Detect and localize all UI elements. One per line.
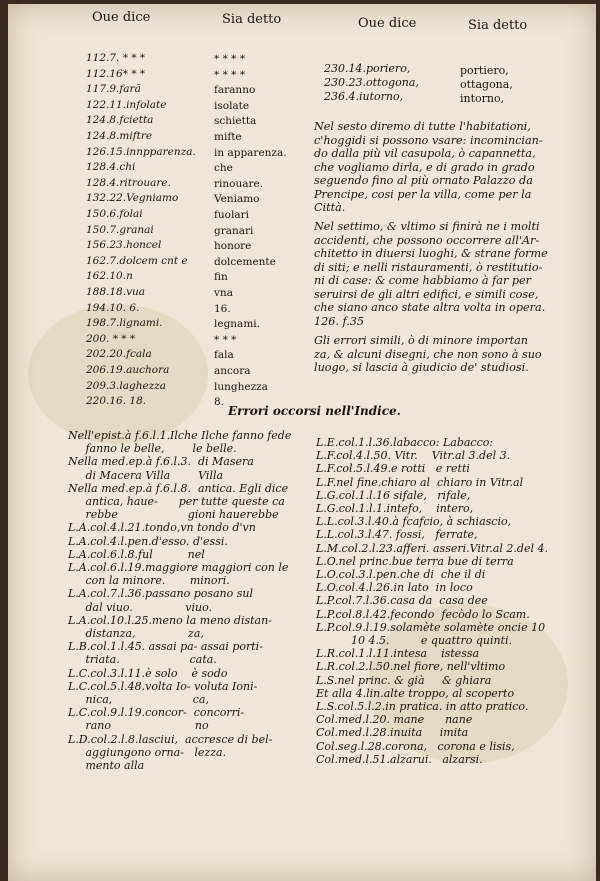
index-errata-entry: mento alla xyxy=(68,759,145,773)
errata-oue-dice: 128.4.ritrouare. xyxy=(86,176,171,189)
paragraph-line: luogo, si lascia à giudicio de' studiosi. xyxy=(314,361,529,374)
errata-sia-detto: legnami. xyxy=(214,318,260,331)
paragraph-line: za, & alcuni disegni, che non sono à suo xyxy=(314,347,542,361)
errata-sia-detto: in apparenza. xyxy=(214,146,287,159)
index-errata-entry: L.D.col.2.l.8.lasciui, accresce di bel- xyxy=(68,732,273,746)
index-errata-entry: L.E.col.1.l.36.labacco: Labacco: xyxy=(316,436,494,449)
index-errata-entry: L.R.col.1.l.11.intesa istessa xyxy=(316,647,480,661)
errata-oue-dice: 124.8.fcietta xyxy=(86,114,154,127)
index-errata-entry: L.O.col.4.l.26.in lato in loco xyxy=(316,581,473,595)
errata-oue-dice: 188.18.vua xyxy=(86,286,146,298)
errata-oue-dice: 220.16. 18. xyxy=(86,395,147,408)
errata-sia-detto: portiero, xyxy=(460,64,509,77)
index-errata-entry: di Macera Villa Villa xyxy=(68,468,224,482)
index-errata-entry: fanno le belle, le belle. xyxy=(68,442,237,456)
errata-sia-detto: che xyxy=(214,162,233,175)
index-errata-entry: L.M.col.2.l.23.afferi. asseri.Vitr.al 2.del 4. xyxy=(316,541,548,555)
index-errata-entry: L.L.col.3.l.47. fossi, ferrate, xyxy=(316,528,478,542)
index-errata-entry: L.O.col.3.l.pen.che di che il di xyxy=(316,568,486,582)
index-errata-entry: rano no xyxy=(68,719,209,733)
errata-sia-detto: ancora xyxy=(214,365,251,377)
header-sia-detto-left: Sia detto xyxy=(222,12,282,27)
index-errata-entry: 10 4.5. e quattro quinti. xyxy=(316,634,512,648)
errata-oue-dice: 124.8.miftre xyxy=(86,130,153,142)
errata-sia-detto: lunghezza xyxy=(214,380,268,393)
errata-oue-dice: 117.9.farã xyxy=(86,83,141,96)
index-errata-entry: Col.med.l.51.alzarui. alzarsi. xyxy=(316,752,483,766)
index-errata-entry: L.F.nel fine.chiaro al chiaro in Vitr.al xyxy=(316,475,524,489)
errata-sia-detto: isolate xyxy=(214,99,250,112)
errata-oue-dice: 194.10. 6. xyxy=(86,301,140,314)
index-errata-entry: distanza, za, xyxy=(68,627,204,641)
header-oue-dice-right: Oue dice xyxy=(358,16,417,31)
errata-oue-dice: 150.6.folai xyxy=(86,208,143,220)
index-errata-title: Errori occorsi nell'Indice. xyxy=(228,404,401,418)
index-errata-entry: L.P.col.9.l.19.solamète solamète oncie 10 xyxy=(316,620,546,634)
errata-sia-detto: 8. xyxy=(214,396,225,409)
index-errata-entry: triata. cata. xyxy=(68,653,217,667)
paragraph-line: seruirsi de gli altri edifici, e simili cose, xyxy=(314,287,539,301)
errata-oue-dice: 132.22.Vegniamo xyxy=(86,192,179,205)
errata-sia-detto: intorno, xyxy=(460,92,505,105)
errata-oue-dice: 202.20.fcala xyxy=(86,348,152,361)
index-errata-entry: L.F.col.5.l.49.e rotti e retti xyxy=(316,462,470,476)
index-errata-right-column xyxy=(316,436,548,766)
paragraph-sesto xyxy=(314,120,543,215)
paragraph-line: che siano anco state altra volta in opera. xyxy=(314,301,546,314)
paragraph-line: ni di case: & come habbiamo à far per xyxy=(314,274,531,287)
errata-oue-dice: 128.4.chi xyxy=(86,161,136,174)
errata-sia-detto: faranno xyxy=(214,84,256,97)
index-errata-entry: Et alla 4.lin.alte troppo, al scoperto xyxy=(316,686,515,700)
errata-oue-dice: 230.23.ottogona, xyxy=(324,76,419,89)
index-errata-entry: Nella med.ep.à f.6.l.3. di Masera xyxy=(68,455,254,469)
errata-sia-detto: schietta xyxy=(214,115,257,128)
index-errata-entry: dal viuo. viuo. xyxy=(68,600,213,614)
index-errata-entry: Nell'epist.à f.6.l.1.Ilche Ilche fanno fede xyxy=(68,429,292,442)
index-errata-entry: aggiungono orna- lezza. xyxy=(68,745,227,759)
index-errata-entry: Nella med.ep.à f.6.l.8. antica. Egli dice xyxy=(68,481,289,495)
paragraph-line: che vogliamo dirla, e di grado in grado xyxy=(314,160,535,174)
paragraph-line: accidenti, che possono occorrere all'Ar- xyxy=(314,233,540,247)
index-errata-entry: L.F.col.4.l.50. Vitr. Vitr.al 3.del 3. xyxy=(316,449,511,463)
errata-oue-dice: 162.10.n xyxy=(86,270,133,283)
book-page xyxy=(8,4,596,881)
index-errata-entry: L.R.col.2.l.50.nel fiore, nell'vltimo xyxy=(316,660,506,674)
paragraph-line: Città. xyxy=(314,201,346,214)
paragraph-line: Nel sesto diremo di tutte l'habitationi, xyxy=(314,120,531,133)
paragraph-errori-simili xyxy=(314,334,542,375)
paragraph-line: Prencipe, cosi per la villa, come per la xyxy=(314,187,532,201)
paragraph-line: chitetto in diuersi luoghi, & strane forme xyxy=(314,247,548,260)
index-errata-entry: rebbe gioni hauerebbe xyxy=(68,508,279,522)
errata-sia-detto: fala xyxy=(214,349,234,362)
errata-oue-dice: 112.7. * * * xyxy=(86,52,146,64)
index-errata-entry: L.A.col.10.l.25.meno la meno distan- xyxy=(68,613,272,627)
errata-oue-dice: 200. * * * xyxy=(86,332,136,345)
paragraph-line: Nel settimo, & vltimo si finirà ne i molti xyxy=(314,220,540,233)
paragraph-settimo xyxy=(314,220,548,328)
errata-sia-detto: * * * * xyxy=(214,53,246,65)
errata-oue-dice: 230.14.poriero, xyxy=(324,62,411,75)
errata-oue-dice: 162.7.dolcem cnt e xyxy=(86,254,188,267)
errata-sia-detto: * * * * xyxy=(214,68,246,81)
errata-sia-detto: ottagona, xyxy=(460,78,513,91)
errata-sia-detto: fin xyxy=(214,271,228,284)
header-oue-dice-left: Oue dice xyxy=(92,10,151,25)
index-errata-entry: L.O.nel princ.bue terra bue di terra xyxy=(316,554,514,568)
index-errata-left-column xyxy=(68,429,291,772)
paragraph-line: 126. f.35 xyxy=(314,314,364,328)
index-errata-entry: L.A.col.6.l.8.ful nel xyxy=(68,547,205,561)
index-errata-entry: L.G.col.1.l.16 sifale, rifale, xyxy=(316,488,471,502)
errata-sia-detto: fuolari xyxy=(214,209,249,221)
index-errata-entry: L.C.col.3.l.11.è solo è sodo xyxy=(68,666,228,680)
index-errata-entry: L.S.col.5.l.2.in pratica. in atto pratico. xyxy=(316,700,529,714)
index-errata-entry: Col.seg.l.28.corona, corona e lisis, xyxy=(316,739,515,753)
paragraph-line: do dalla più vil casupola, ò capannetta, xyxy=(314,147,536,160)
errata-oue-dice: 112.16* * * xyxy=(86,67,146,80)
index-errata-entry: L.C.col.5.l.48.volta Io- voluta Ioni- xyxy=(68,679,258,693)
index-errata-entry: Col.med.l.28.inuita imita xyxy=(316,726,469,740)
errata-oue-dice: 206.19.auchora xyxy=(86,364,170,376)
errata-oue-dice: 198.7.lignami. xyxy=(86,317,163,330)
index-errata-entry: L.A.col.4.l.pen.d'esso. d'essi. xyxy=(68,534,228,548)
errata-oue-dice: 150.7.granai xyxy=(86,223,154,236)
index-errata-entry: L.P.col.8.l.42.fecondo fecòdo lo Scam. xyxy=(316,607,530,621)
index-errata-entry: L.P.col.7.l.36.casa da casa dee xyxy=(316,594,488,608)
errata-oue-dice: 122.11.infolate xyxy=(86,98,167,111)
errata-sia-detto: honore xyxy=(214,240,252,253)
errata-sia-detto: mifte xyxy=(214,131,242,143)
errata-sia-detto: * * * xyxy=(214,333,237,346)
paragraph-line: Gli errori simili, ò di minore importan xyxy=(314,334,528,347)
index-errata-entry: con la minore. minori. xyxy=(68,574,230,588)
index-errata-entry: L.B.col.1.l.45. assai pa- assai porti- xyxy=(68,640,263,654)
index-errata-entry: nica, ca, xyxy=(68,693,209,707)
index-errata-entry: L.A.col.6.l.19.maggiore maggiori con le xyxy=(68,561,289,575)
index-errata-entry: antica, haue- per tutte queste ca xyxy=(68,495,285,509)
paragraph-line: c'hoggidi si possono vsare: incomincian- xyxy=(314,133,543,147)
index-errata-entry: L.A.col.7.l.36.passano posano sul xyxy=(68,587,254,601)
errata-sia-detto: 16. xyxy=(214,302,231,315)
paragraph-line: seguendo fino al più ornato Palazzo da xyxy=(314,174,533,187)
paragraph-line: di siti; e nelli ristauramenti, ò restitutio- xyxy=(314,260,543,274)
errata-sia-detto: vna xyxy=(214,287,233,299)
errata-sia-detto: granari xyxy=(214,224,254,237)
index-errata-entry: L.L.col.3.l.40.à fcafcio, à schiascio, xyxy=(316,515,512,529)
errata-oue-dice: 209.3.laghezza xyxy=(86,379,167,392)
errata-sia-detto: Veniamo xyxy=(214,193,260,206)
errata-oue-dice: 126.15.innpparenza. xyxy=(86,145,196,158)
index-errata-entry: L.S.nel princ. & già & ghiara xyxy=(316,673,492,687)
errata-sia-detto: rinouare. xyxy=(214,177,264,190)
index-errata-entry: L.A.col.4.l.21.tondo,vn tondo d'vn xyxy=(68,521,256,535)
errata-oue-dice: 236.4.iutorno, xyxy=(324,90,404,103)
index-errata-entry: L.G.col.1.l.1.intefo, intero, xyxy=(316,502,474,516)
index-errata-entry: L.C.col.9.l.19.concor- concorri- xyxy=(68,706,245,720)
header-sia-detto-right: Sia detto xyxy=(468,18,528,33)
errata-oue-dice: 156.23.honcel xyxy=(86,239,162,252)
index-errata-entry: Col.med.l.20. mane nane xyxy=(316,713,473,727)
errata-sia-detto: dolcemente xyxy=(214,255,276,268)
